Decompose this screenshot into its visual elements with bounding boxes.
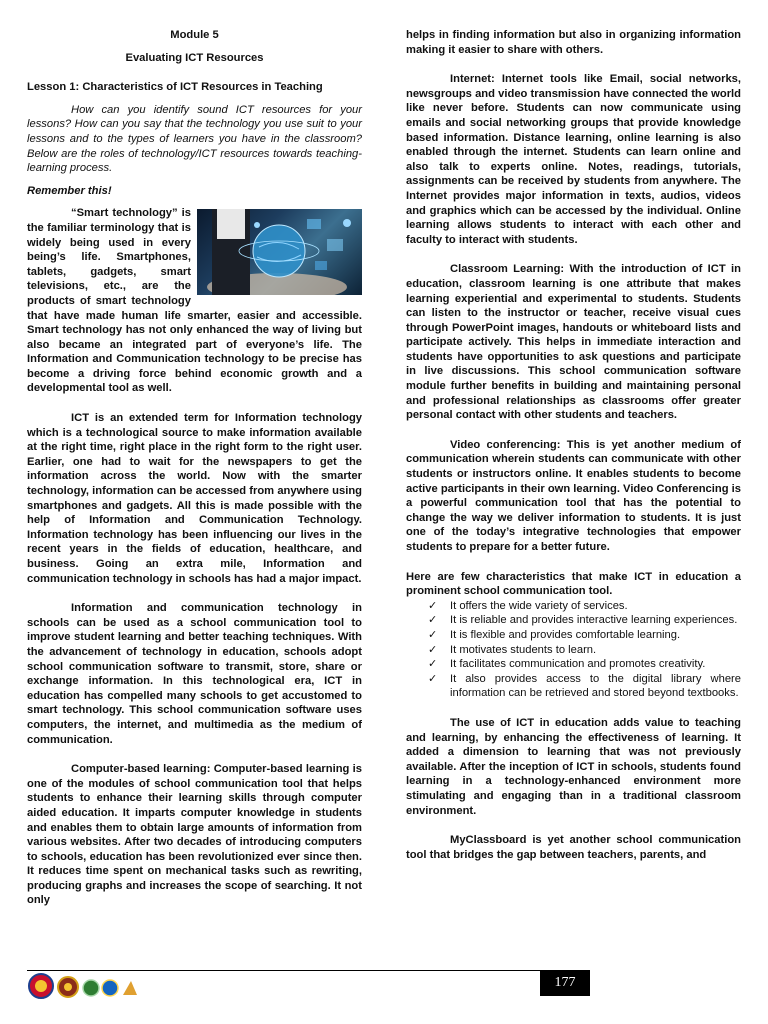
module-title: Module 5 bbox=[170, 29, 219, 41]
list-item-text: It is reliable and provides interactive learning experiences. bbox=[450, 614, 738, 627]
list-item-text: It motivates students to learn. bbox=[450, 643, 597, 656]
footer-logos bbox=[27, 973, 139, 999]
list-item-text: It facilitates communication and promotes creativity. bbox=[450, 658, 706, 671]
characteristics-intro: Here are few characteristics that make ICT in education a prominent school communication tool. bbox=[406, 570, 741, 598]
left-column bbox=[27, 28, 362, 908]
check-icon: ✓ bbox=[428, 614, 438, 627]
list-item bbox=[428, 672, 741, 701]
computer-based-learning-continued: helps in finding information but also in organizing information making it easier to share with others. bbox=[406, 29, 741, 56]
list-item-text: It offers the wide variety of services. bbox=[450, 599, 628, 612]
list-item bbox=[428, 643, 741, 658]
check-icon: ✓ bbox=[428, 658, 438, 671]
footer-divider bbox=[27, 970, 590, 971]
page-number: 177 bbox=[540, 970, 590, 996]
computer-based-learning-paragraph: Computer-based learning: Computer-based learning is one of the modules of school communication tool that helps students to enhance their learning skills through computer aided education. It imparts computer knowledge in students and enables them to obtain large amounts of information from various websites. After two decades of introducing computers to schools, education has been revolutionized ever since then. It reduces time spent on mechanical tasks such as rewriting, producing graphs and increases the scope of searching. It not only bbox=[27, 763, 362, 907]
module-subtitle: Evaluating ICT Resources bbox=[125, 51, 264, 64]
ict-paragraph: ICT is an extended term for Information technology which is a technological source to make information available at the right time, right place in the right form to the right user. Earlier, one had to wait for the newspapers to get the information across the world. Now with the smarter technology, information can be accessed from anywhere using smartphones and gadgets. All this is made possible with the help of Information and Communication Technology. Information technology has been influencing our lives in the recent years in the fields of education, healthcare, and business. Going an extra mile, Information and communication technology in schools has had a major impact. bbox=[27, 412, 362, 585]
deped-seal-icon bbox=[27, 973, 139, 999]
classroom-learning-paragraph: Classroom Learning: With the introduction of ICT in education, classroom learning is one attribute that makes learning experiential and experimental to students. Students can listen to the instructor or teacher, receive visual cues through PowerPoint images, handouts or whiteboard lists and participate actively. This helps in immediate interaction and students have opportunities to ask questions and participate in live discussions. This school communication software module further benefits in building and maintaining personal and professional relationships as classrooms offer greater personal contact with other students and teachers. bbox=[406, 263, 741, 422]
globe-hand-icon bbox=[197, 209, 362, 295]
remember-label: Remember this! bbox=[27, 184, 112, 197]
lesson-title: Lesson 1: Characteristics of ICT Resources in Teaching bbox=[27, 81, 323, 94]
intro-question: How can you identify sound ICT resources for your lessons? How can you say that the technology you use suit to your lessons and to the types of learners you have in the classroom? Below are the roles of technology/ICT resources towards teaching-learning process. bbox=[27, 103, 362, 175]
list-item-text: It also provides access to the digital library where information can be retrieved and stored beyond textbooks. bbox=[450, 672, 741, 700]
list-item bbox=[428, 613, 741, 628]
right-column bbox=[406, 28, 741, 862]
check-icon: ✓ bbox=[428, 643, 438, 656]
list-item bbox=[428, 599, 741, 614]
characteristics-list bbox=[406, 599, 741, 701]
list-item bbox=[428, 628, 741, 643]
check-icon: ✓ bbox=[428, 628, 438, 641]
check-icon: ✓ bbox=[428, 672, 438, 685]
internet-paragraph: Internet: Internet tools like Email, social networks, newsgroups and video transmission have connected the world like never before. Students can now communicate using emails and social networking groups that provide knowledge based information. Distance learning, online learning is also enabled through the internet. Students can learn online and also talk to experts online. Notes, readings, tutorials, assignments can be received by students from anywhere. The Internet provides major information in texts, audios, videos and graphics which can be accessed by the individual. Online learning allows students to interact with each other and faculty to interact with students. bbox=[406, 73, 741, 246]
school-communication-paragraph: Information and communication technology in schools can be used as a school communication tool to improve student learning and better teaching techniques. With the advancement of technology in education, schools adopt school communication software to transmit, store, share or exchange information. In this technological era, ICT in education has compelled many schools to get accustomed to smart technology. This school communication software uses computers, the internet, and multimedia as the medium of communication. bbox=[27, 602, 362, 746]
check-icon: ✓ bbox=[428, 599, 438, 612]
list-item bbox=[428, 657, 741, 672]
list-item-text: It is flexible and provides comfortable learning. bbox=[450, 628, 681, 641]
smart-technology-image bbox=[197, 209, 362, 295]
myclassboard-paragraph: MyClassboard is yet another school communication tool that bridges the gap between teachers, parents, and bbox=[406, 834, 741, 861]
video-conferencing-paragraph: Video conferencing: This is yet another medium of communication wherein students can communicate with other students or instructors online. It enables students to become active participants in their own learning. Video Conferencing is a powerful communication tool that has the potential to change the way we deliver information to students. It is just one of the today’s integrative technologies that empower students to prepare for a better future. bbox=[406, 438, 741, 553]
smart-tech-paragraph: “Smart technology” is the familiar terminology that is widely being used in every being’s life. Smartphones, tablets, gadgets, smart televisions, etc., are the products of smart technology that have made human life smarter, easier and accessible. Smart technology has not only enhanced the way of living but also became an integrated part of everyone’s life. The Information and Communication technology to be precise has become a driving force behind economic growth and a developmental tool as well. bbox=[27, 207, 362, 395]
value-paragraph: The use of ICT in education adds value to teaching and learning, by enhancing the effectiveness of learning. It added a dimension to learning that was not previously available. After the inception of ICT in schools, students found learning in a technology-enhanced environment more stimulating and engaging than in a traditional classroom environment. bbox=[406, 716, 741, 817]
